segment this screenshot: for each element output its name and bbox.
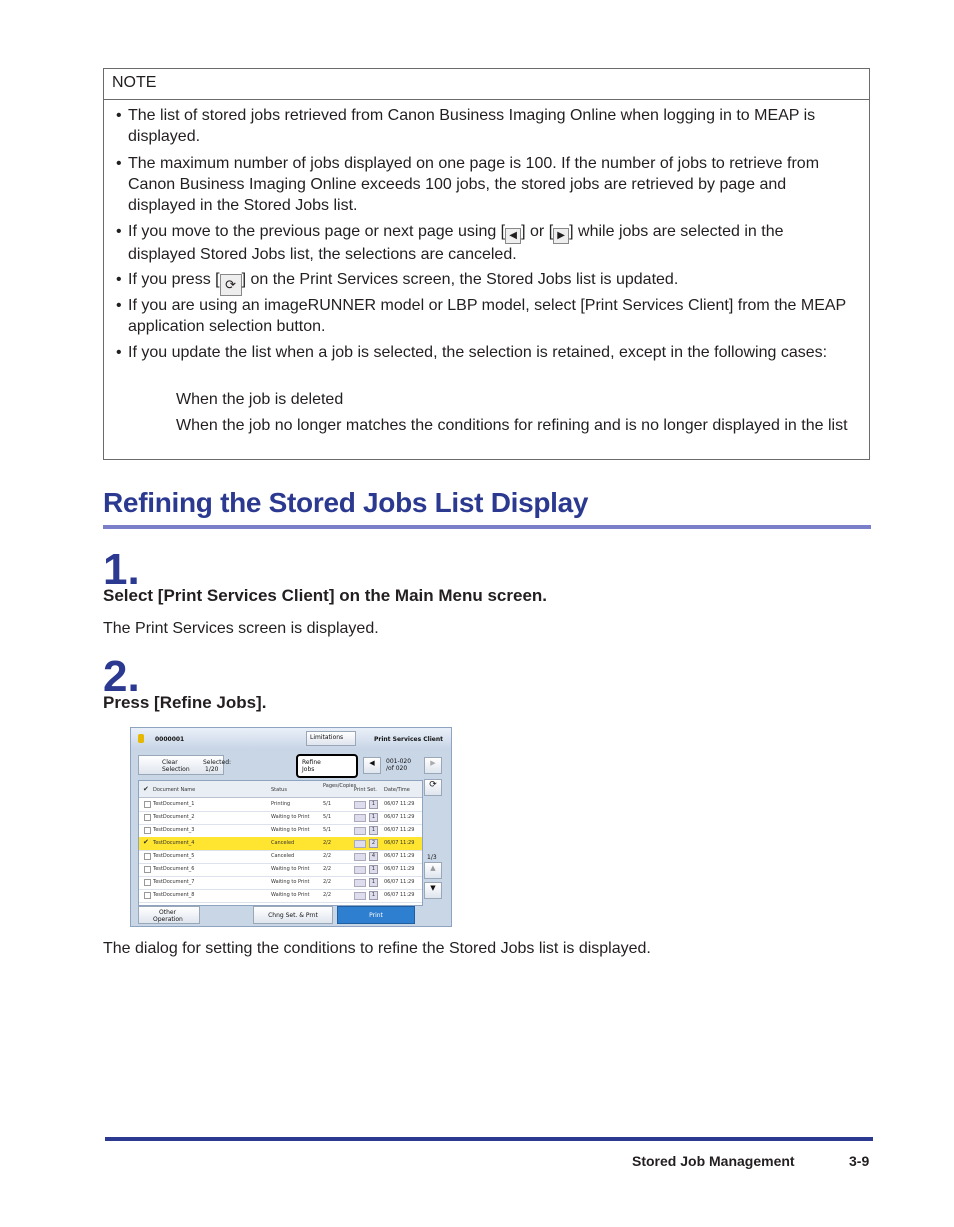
column-date-time: Date/Time bbox=[384, 787, 410, 793]
print-settings-icon bbox=[354, 879, 366, 887]
note-item: • If you update the list when a job is selected, the selection is retained, except in the following cases: bbox=[116, 344, 828, 361]
change-settings-print-button[interactable]: Chng Set. & Prnt bbox=[253, 906, 333, 924]
row-document-name: TestDocument_8 bbox=[153, 892, 195, 898]
select-all-icon[interactable]: ✔ bbox=[143, 785, 149, 793]
step-number: 2. bbox=[103, 652, 140, 701]
step-instruction: Select [Print Services Client] on the Main Menu screen. bbox=[103, 586, 548, 605]
next-page-button[interactable]: ▶ bbox=[424, 757, 442, 774]
column-status: Status bbox=[271, 787, 287, 793]
column-print-settings: Print Set. bbox=[354, 787, 377, 793]
row-count: 1 bbox=[369, 865, 378, 874]
table-row[interactable] bbox=[139, 798, 422, 812]
row-pages: 2/2 bbox=[323, 892, 332, 898]
row-status: Canceled bbox=[271, 853, 295, 859]
table-row[interactable] bbox=[139, 837, 422, 851]
note-subitem: When the job no longer matches the conditions for refining and is no longer displayed in the list bbox=[176, 417, 848, 434]
row-count: 1 bbox=[369, 878, 378, 887]
note-box bbox=[103, 68, 870, 460]
print-settings-icon bbox=[354, 866, 366, 874]
row-date-time: 06/07 11:29 bbox=[384, 801, 415, 807]
row-document-name: TestDocument_4 bbox=[153, 840, 195, 846]
print-settings-icon bbox=[354, 853, 366, 861]
print-settings-icon bbox=[354, 801, 366, 809]
row-date-time: 06/07 11:29 bbox=[384, 853, 415, 859]
refresh-list-button[interactable]: ⟳ bbox=[424, 779, 442, 796]
range-total: /of 020 bbox=[386, 765, 408, 772]
row-count: 4 bbox=[369, 852, 378, 861]
note-item: • The maximum number of jobs displayed on one page is 100. If the number of jobs to retrieve from Canon Business Imaging Online exceeds 100 jobs, the stored jobs are retrieved by page and displayed in the Stored Jobs list. bbox=[116, 155, 820, 214]
section-divider bbox=[103, 525, 871, 529]
note-subitem: When the job is deleted bbox=[176, 391, 344, 408]
row-pages: 5/1 bbox=[323, 801, 332, 807]
row-status: Waiting to Print bbox=[271, 814, 310, 820]
checkbox[interactable] bbox=[144, 879, 151, 886]
row-status: Waiting to Print bbox=[271, 827, 310, 833]
scroll-up-button[interactable]: ▲ bbox=[424, 862, 442, 879]
note-item: • If you are using an imageRUNNER model or LBP model, select [Print Services Client] from the MEAP application selection button. bbox=[116, 297, 846, 335]
row-count: 1 bbox=[369, 826, 378, 835]
row-date-time: 06/07 11:29 bbox=[384, 866, 415, 872]
other-operation-button[interactable]: Other Operation bbox=[138, 906, 200, 924]
table-row[interactable] bbox=[139, 889, 422, 903]
table-row[interactable] bbox=[139, 863, 422, 877]
footer-chapter: Stored Job Management bbox=[632, 1153, 795, 1169]
checkbox[interactable] bbox=[144, 892, 151, 899]
checkbox[interactable] bbox=[144, 827, 151, 834]
step-number: 1. bbox=[103, 545, 140, 594]
row-document-name: TestDocument_1 bbox=[153, 801, 195, 807]
row-document-name: TestDocument_6 bbox=[153, 866, 195, 872]
row-pages: 2/2 bbox=[323, 866, 332, 872]
prev-page-icon: ◀ bbox=[505, 228, 521, 244]
row-date-time: 06/07 11:29 bbox=[384, 840, 415, 846]
row-status: Printing bbox=[271, 801, 291, 807]
note-heading: NOTE bbox=[104, 69, 869, 100]
row-count: 1 bbox=[369, 891, 378, 900]
row-document-name: TestDocument_7 bbox=[153, 879, 195, 885]
page-indicator: 1/3 bbox=[427, 854, 437, 861]
print-settings-icon bbox=[354, 814, 366, 822]
row-pages: 5/1 bbox=[323, 814, 332, 820]
row-document-name: TestDocument_2 bbox=[153, 814, 195, 820]
print-services-screenshot bbox=[130, 727, 452, 927]
prev-page-button[interactable]: ◀ bbox=[363, 757, 381, 774]
column-pages-copies: Pages/Copies bbox=[323, 783, 357, 789]
step-result: The Print Services screen is displayed. bbox=[103, 620, 379, 637]
print-settings-icon bbox=[354, 892, 366, 900]
row-pages: 2/2 bbox=[323, 879, 332, 885]
stored-jobs-list bbox=[138, 780, 423, 906]
checked-icon[interactable]: ✔ bbox=[143, 838, 149, 846]
note-item: • If you move to the previous page or next page using [ ◀ ] or [ ▶ ] while jobs are selected in the displayed Stored Jobs list, the selections are canceled. bbox=[116, 223, 784, 263]
table-row[interactable] bbox=[139, 824, 422, 838]
row-status: Canceled bbox=[271, 840, 295, 846]
user-id: 0000001 bbox=[155, 736, 185, 743]
checkbox[interactable] bbox=[144, 814, 151, 821]
footer-page-number: 3-9 bbox=[849, 1153, 870, 1169]
row-pages: 2/2 bbox=[323, 840, 332, 846]
row-date-time: 06/07 11:29 bbox=[384, 879, 415, 885]
note-item: • The list of stored jobs retrieved from Canon Business Imaging Online when logging in to MEAP is displayed. bbox=[116, 107, 816, 145]
update-icon: ⟳ bbox=[220, 274, 242, 296]
section-title: Refining the Stored Jobs List Display bbox=[103, 487, 589, 518]
user-icon bbox=[138, 734, 144, 743]
row-date-time: 06/07 11:29 bbox=[384, 892, 415, 898]
step-result: The dialog for setting the conditions to refine the Stored Jobs list is displayed. bbox=[103, 940, 651, 957]
limitations-button[interactable]: Limitations bbox=[306, 731, 356, 746]
table-row[interactable] bbox=[139, 876, 422, 890]
row-status: Waiting to Print bbox=[271, 879, 310, 885]
row-status: Waiting to Print bbox=[271, 892, 310, 898]
row-count: 1 bbox=[369, 800, 378, 809]
print-settings-icon bbox=[354, 840, 366, 848]
row-document-name: TestDocument_5 bbox=[153, 853, 195, 859]
row-date-time: 06/07 11:29 bbox=[384, 814, 415, 820]
row-count: 1 bbox=[369, 813, 378, 822]
row-pages: 2/2 bbox=[323, 853, 332, 859]
checkbox[interactable] bbox=[144, 866, 151, 873]
row-pages: 5/1 bbox=[323, 827, 332, 833]
clear-selection-button[interactable]: Clear Selection Selected: 1/20 bbox=[138, 755, 224, 775]
row-date-time: 06/07 11:29 bbox=[384, 827, 415, 833]
list-header bbox=[139, 781, 422, 798]
note-item: • If you press [ ⟳ ] on the Print Services screen, the Stored Jobs list is updated. bbox=[128, 269, 853, 296]
row-count: 2 bbox=[369, 839, 378, 848]
table-row[interactable] bbox=[139, 811, 422, 825]
table-row[interactable] bbox=[139, 850, 422, 864]
scroll-down-button[interactable]: ▼ bbox=[424, 882, 442, 899]
row-status: Waiting to Print bbox=[271, 866, 310, 872]
print-button[interactable]: Print bbox=[337, 906, 415, 924]
next-page-icon: ▶ bbox=[553, 228, 569, 244]
print-settings-icon bbox=[354, 827, 366, 835]
row-document-name: TestDocument_3 bbox=[153, 827, 195, 833]
range-indicator: 001-020 bbox=[386, 758, 412, 765]
app-title: Print Services Client bbox=[374, 736, 443, 743]
checkbox[interactable] bbox=[144, 801, 151, 808]
column-document-name: Document Name bbox=[153, 787, 196, 793]
checkbox[interactable] bbox=[144, 853, 151, 860]
footer-divider bbox=[105, 1137, 873, 1141]
refine-jobs-button[interactable]: Refine Jobs bbox=[296, 754, 358, 778]
step-instruction: Press [Refine Jobs]. bbox=[103, 693, 267, 712]
